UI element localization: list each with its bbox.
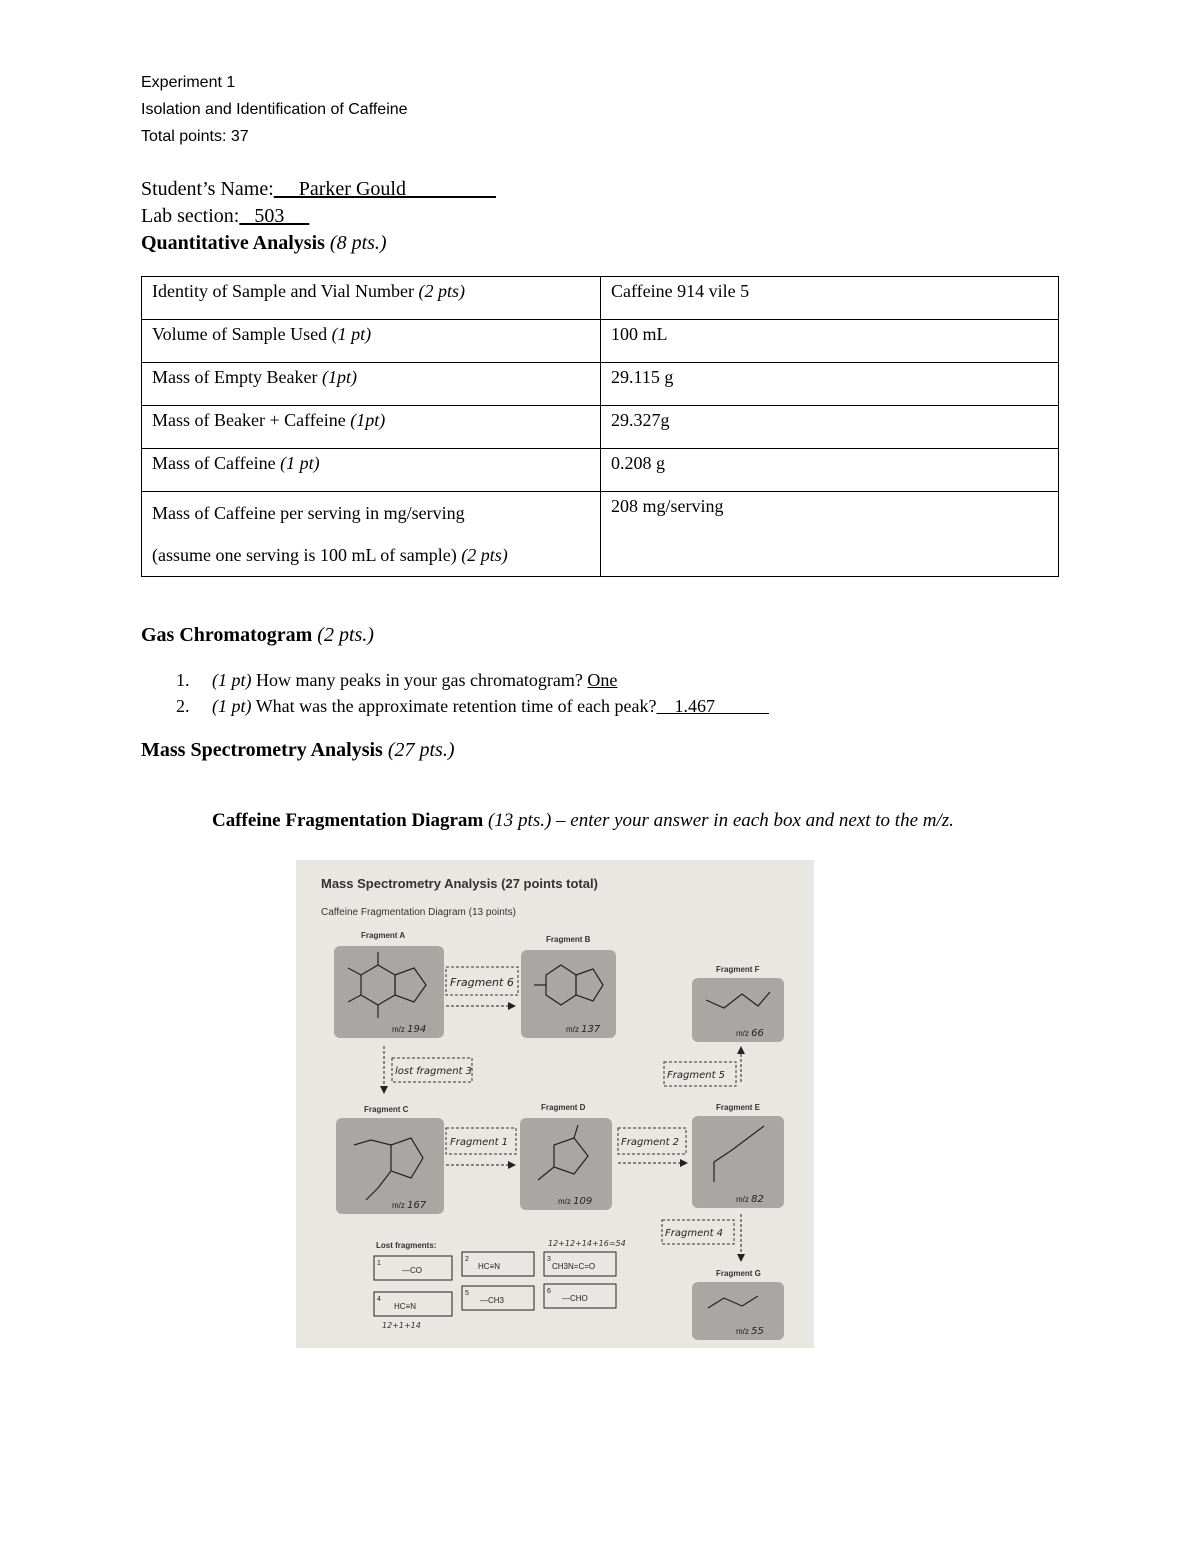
student-name-label: Student’s Name:: [141, 178, 274, 200]
row-label: Volume of Sample Used (1 pt): [142, 320, 601, 363]
fragment-label: Fragment B: [546, 935, 591, 944]
ms-points: (27 pts.): [387, 739, 455, 761]
fragment-mz: m/z 137: [566, 1024, 601, 1035]
fragment-mz: m/z 66: [736, 1028, 764, 1039]
table-row: [142, 320, 1059, 363]
lab-section-label: Lab section:: [141, 205, 240, 227]
fragment-label: Fragment G: [716, 1269, 761, 1278]
question-points: (1 pt): [212, 670, 252, 690]
quantitative-heading: [141, 232, 387, 255]
diagram-caption: [212, 810, 954, 832]
svg-text:2: 2: [465, 1256, 469, 1263]
row-label: Mass of Beaker + Caffeine (1pt): [142, 406, 601, 449]
gc-heading: [141, 624, 374, 647]
quantitative-heading-text: Quantitative Analysis: [141, 232, 325, 254]
diagram-title: Mass Spectrometry Analysis (27 points total): [321, 876, 598, 891]
handwritten-note: 12+12+14+16=54: [548, 1239, 626, 1248]
diagram-subtitle: Caffeine Fragmentation Diagram (13 points): [321, 907, 516, 918]
svg-text:—CO: —CO: [402, 1266, 422, 1275]
experiment-title: Isolation and Identification of Caffeine: [141, 101, 408, 118]
arrow-note: Fragment 1: [450, 1137, 509, 1148]
table-row: [142, 492, 1059, 577]
svg-text:5: 5: [465, 1290, 469, 1297]
table-row: [142, 406, 1059, 449]
handwritten-note: 12+1+14: [382, 1321, 421, 1330]
fragment-mz: m/z 82: [736, 1194, 764, 1205]
fragment-c-box: [336, 1118, 444, 1214]
caption-italic: (13 pts.) – enter your answer in each box and next to the m/z.: [487, 810, 954, 831]
row-label: Mass of Caffeine per serving in mg/serving (assume one serving is 100 mL of sample) (2 pts): [142, 492, 601, 577]
fragment-mz: m/z 55: [736, 1326, 764, 1337]
fragmentation-diagram-photo: [296, 860, 814, 1348]
fragment-mz: m/z 167: [392, 1200, 427, 1211]
fragment-label: Fragment E: [716, 1103, 761, 1112]
lab-section-line: [141, 205, 309, 228]
quantitative-table: [141, 276, 1059, 577]
answer-peaks[interactable]: One: [587, 670, 618, 690]
svg-text:4: 4: [377, 1296, 381, 1303]
list-number: 1.: [176, 670, 190, 690]
experiment-number: Experiment 1: [141, 74, 236, 91]
fragment-label: Fragment D: [541, 1103, 586, 1112]
fragment-label: Fragment F: [716, 965, 760, 974]
lab-section-value[interactable]: 503: [239, 205, 310, 227]
svg-text:6: 6: [547, 1288, 551, 1295]
gc-heading-text: Gas Chromatogram: [141, 624, 313, 646]
fragmentation-diagram: [296, 860, 814, 1348]
fragment-a-box: [334, 946, 444, 1038]
arrow-note: Fragment 2: [621, 1137, 680, 1148]
question-points: (1 pt): [212, 696, 252, 716]
row-value[interactable]: Caffeine 914 vile 5: [601, 277, 1059, 320]
arrow-note: lost fragment 3: [395, 1066, 473, 1077]
total-points: Total points: 37: [141, 128, 249, 145]
svg-text:3: 3: [547, 1256, 551, 1263]
svg-text:1: 1: [377, 1260, 381, 1267]
answer-retention-time[interactable]: 1.467: [656, 696, 770, 716]
table-row: [142, 277, 1059, 320]
quantitative-points: (8 pts.): [329, 232, 387, 254]
student-name-value[interactable]: Parker Gould: [273, 178, 496, 200]
student-name-line: [141, 178, 496, 201]
row-label: Identity of Sample and Vial Number (2 pts): [142, 277, 601, 320]
list-number: 2.: [176, 696, 190, 716]
table-row: [142, 363, 1059, 406]
svg-text:—CH3: —CH3: [480, 1296, 505, 1305]
row-value[interactable]: 29.115 g: [601, 363, 1059, 406]
fragment-mz: m/z 109: [558, 1196, 593, 1207]
table-row: [142, 449, 1059, 492]
row-label: Mass of Empty Beaker (1pt): [142, 363, 601, 406]
gc-points: (2 pts.): [317, 624, 374, 646]
ms-heading-text: Mass Spectrometry Analysis: [141, 739, 383, 761]
fragment-mz: m/z 194: [392, 1024, 427, 1035]
svg-text:CH3N=C=O: CH3N=C=O: [552, 1262, 596, 1271]
fragment-label: Fragment A: [361, 931, 406, 940]
row-label: Mass of Caffeine (1 pt): [142, 449, 601, 492]
lost-fragments-label: Lost fragments:: [376, 1241, 437, 1250]
row-value[interactable]: 0.208 g: [601, 449, 1059, 492]
ms-heading: [141, 739, 455, 762]
arrow-note: Fragment 4: [665, 1228, 724, 1239]
arrow-note: Fragment 6: [450, 976, 514, 989]
svg-text:HC≡N: HC≡N: [478, 1262, 500, 1271]
svg-text:HC≡N: HC≡N: [394, 1302, 416, 1311]
svg-text:—CHO: —CHO: [562, 1294, 588, 1303]
question-text: What was the approximate retention time of each peak?: [255, 696, 657, 716]
fragment-label: Fragment C: [364, 1105, 409, 1114]
arrow-note: Fragment 5: [667, 1070, 726, 1081]
row-value[interactable]: 208 mg/serving: [601, 492, 1059, 577]
caption-bold: Caffeine Fragmentation Diagram: [212, 810, 484, 831]
row-value[interactable]: 29.327g: [601, 406, 1059, 449]
row-value[interactable]: 100 mL: [601, 320, 1059, 363]
question-text: How many peaks in your gas chromatogram?: [256, 670, 583, 690]
